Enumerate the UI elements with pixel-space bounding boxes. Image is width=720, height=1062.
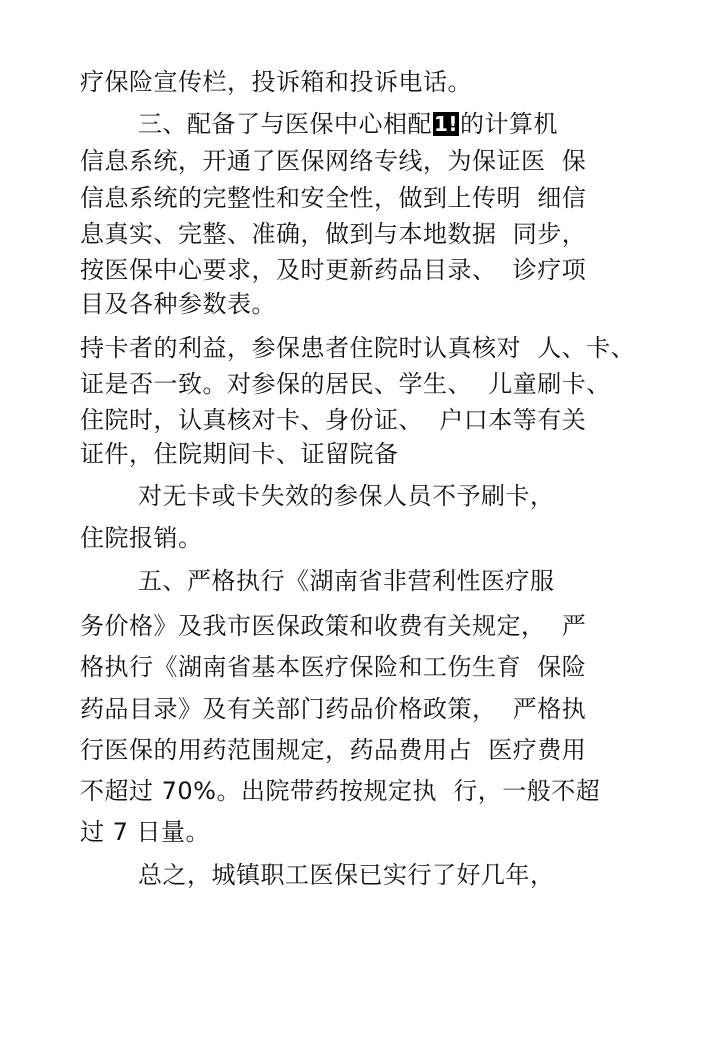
text-line-21: 总之，城镇职工医保已实行了好几年，: [138, 861, 555, 889]
text-line-4: 信息系统的完整性和安全性，做到上传明 细信: [80, 184, 587, 212]
text-line-13: 住院报销。: [80, 524, 203, 552]
text-line-6: 按医保中心要求，及时更新药品目录、 诊疗项: [80, 256, 587, 284]
text-line-10: 住院时，认真核对卡、身份证、 户口本等有关: [80, 406, 587, 434]
text-line-2: [138, 109, 558, 139]
text-line-2-part-a: 三、配备了与医保中心相配: [138, 110, 432, 138]
text-line-17: 药品目录》及有关部门药品价格政策， 严格执: [80, 695, 587, 723]
highlight-badge: 1!: [434, 112, 459, 136]
text-line-20: 过 7 日量。: [80, 818, 211, 846]
text-line-7: 目及各种参数表。: [80, 290, 276, 318]
text-line-9: 证是否一致。对参保的居民、学生、 儿童刷卡、: [80, 370, 611, 398]
text-line-16: 格执行《湖南省基本医疗保险和工伤生育 保险: [80, 653, 587, 681]
text-line-11: 证件，住院期间卡、证留院备: [80, 440, 399, 468]
text-line-18: 行医保的用药范围规定，药品费用占 医疗费用: [80, 736, 587, 764]
text-line-8: 持卡者的利益，参保患者住院时认真核对 人、卡、: [80, 334, 636, 362]
text-line-1: 疗保险宣传栏，投诉箱和投诉电话。: [80, 68, 472, 96]
text-line-19: 不超过 70%。出院带药按规定执 行，一般不超: [80, 777, 601, 805]
text-line-5: 息真实、完整、准确，做到与本地数据 同步，: [80, 220, 587, 248]
text-line-15: 务价格》及我市医保政策和收费有关规定， 严: [80, 612, 587, 640]
text-line-12: 对无卡或卡失效的参保人员不予刷卡，: [138, 482, 555, 510]
text-line-2-part-b: 的计算机: [460, 110, 559, 138]
text-line-14: 五、严格执行《湖南省非营利性医疗服: [138, 567, 555, 595]
text-line-3: 信息系统，开通了医保网络专线，为保证医 保: [80, 147, 587, 175]
